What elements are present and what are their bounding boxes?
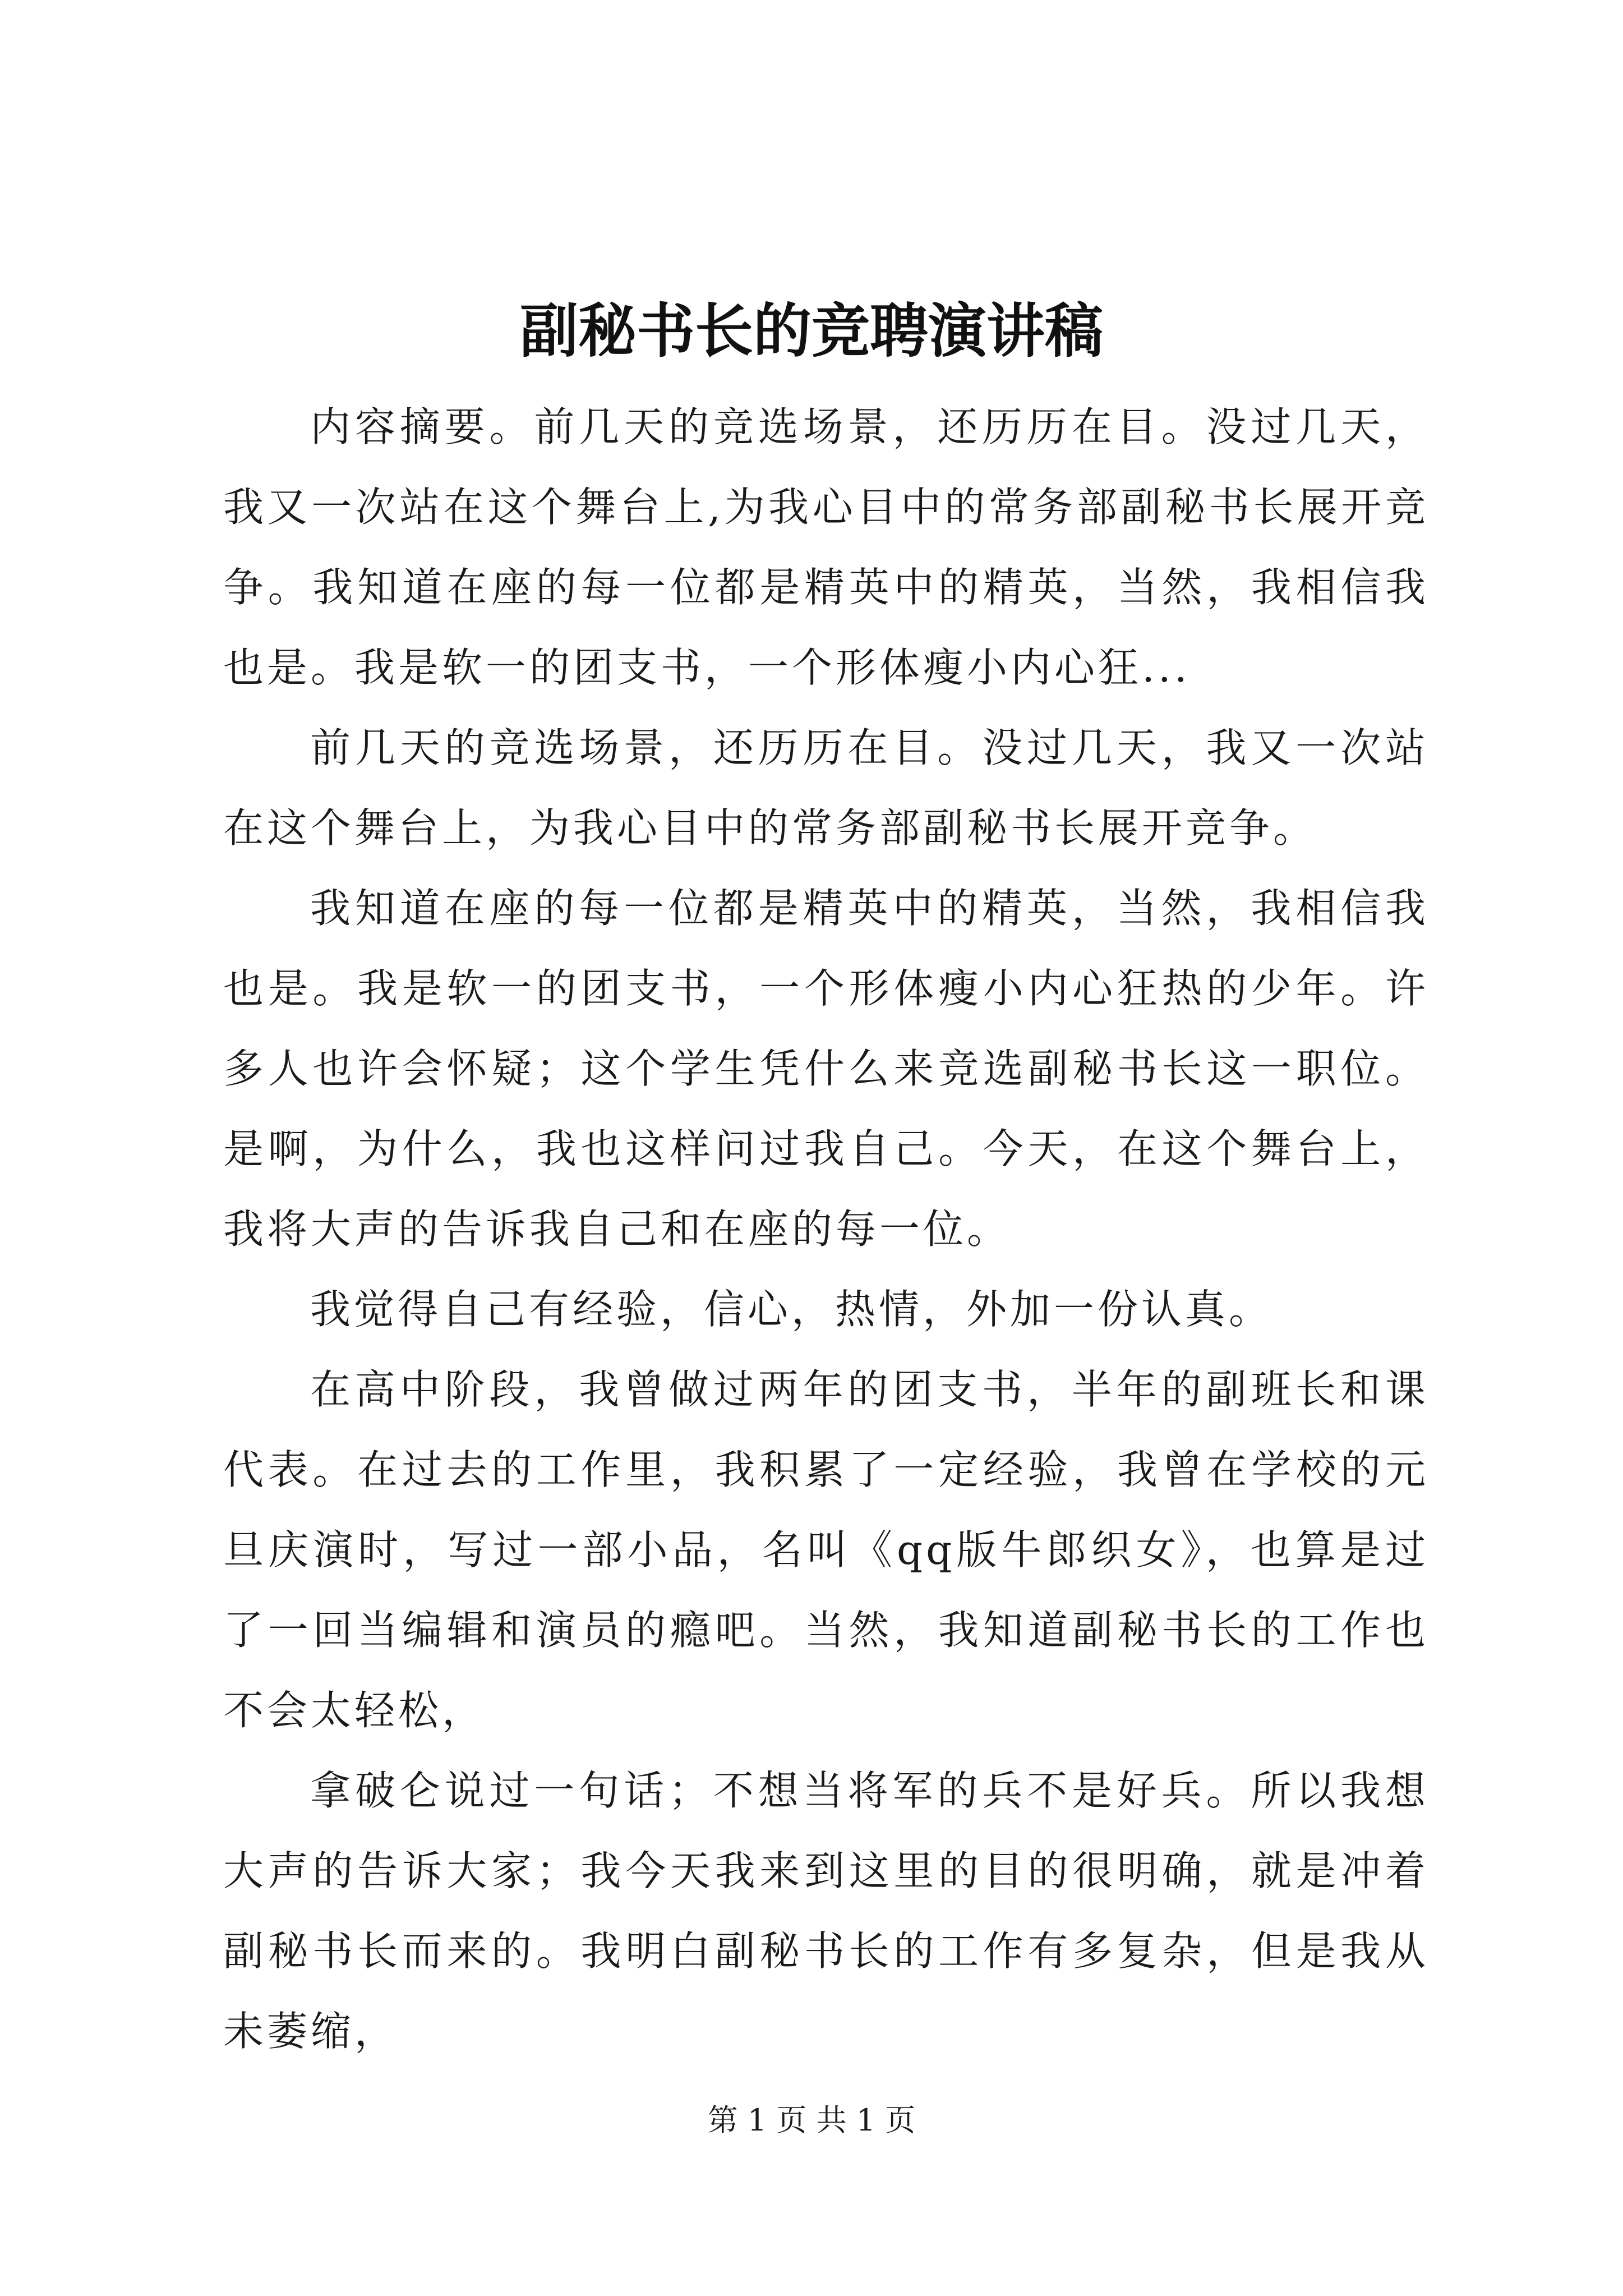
page-footer: 第 1 页 共 1 页 bbox=[707, 2102, 916, 2138]
paragraph-3: 我觉得自己有经验，信心，热情，外加一份认真。 bbox=[310, 1286, 1273, 1333]
paragraph-4: 在高中阶段，我曾做过两年的团支书，半年的副班长和课代表。在过去的工作里，我积累了一定经验，我曾在学校的元旦庆演时，写过一部小品，名叫《qq版牛郎织女》，也算是过了一回当编辑和演员的瘾吧。当然，我知道副秘书长的工作也不会太轻松， bbox=[223, 1366, 1429, 1734]
document-body bbox=[223, 387, 1429, 2072]
paragraph-1: 前几天的竞选场景，还历历在目。没过几天，我又一次站在这个舞台上，为我心目中的常务部副秘书长展开竞争。 bbox=[223, 724, 1429, 852]
document-title: 副秘书长的竞聘演讲稿 bbox=[519, 296, 1103, 365]
paragraph-5: 拿破仑说过一句话；不想当将军的兵不是好兵。所以我想大声的告诉大家；我今天我来到这里的目的很明确，就是冲着副秘书长而来的。我明白副秘书长的工作有多复杂，但是我从未萎缩， bbox=[223, 1767, 1429, 2055]
paragraph-2: 我知道在座的每一位都是精英中的精英，当然，我相信我也是。我是软一的团支书，一个形体瘦小内心狂热的少年。许多人也许会怀疑；这个学生凭什么来竞选副秘书长这一职位。是啊，为什么，我也这样问过我自己。今天，在这个舞台上，我将大声的告诉我自己和在座的每一位。 bbox=[223, 885, 1429, 1253]
paragraph-summary: 内容摘要。前几天的竞选场景，还历历在目。没过几天，我又一次站在这个舞台上,为我心目中的常务部副秘书长展开竞争。我知道在座的每一位都是精英中的精英，当然，我相信我也是。我是软一的团支书，一个形体瘦小内心狂... bbox=[223, 403, 1429, 691]
